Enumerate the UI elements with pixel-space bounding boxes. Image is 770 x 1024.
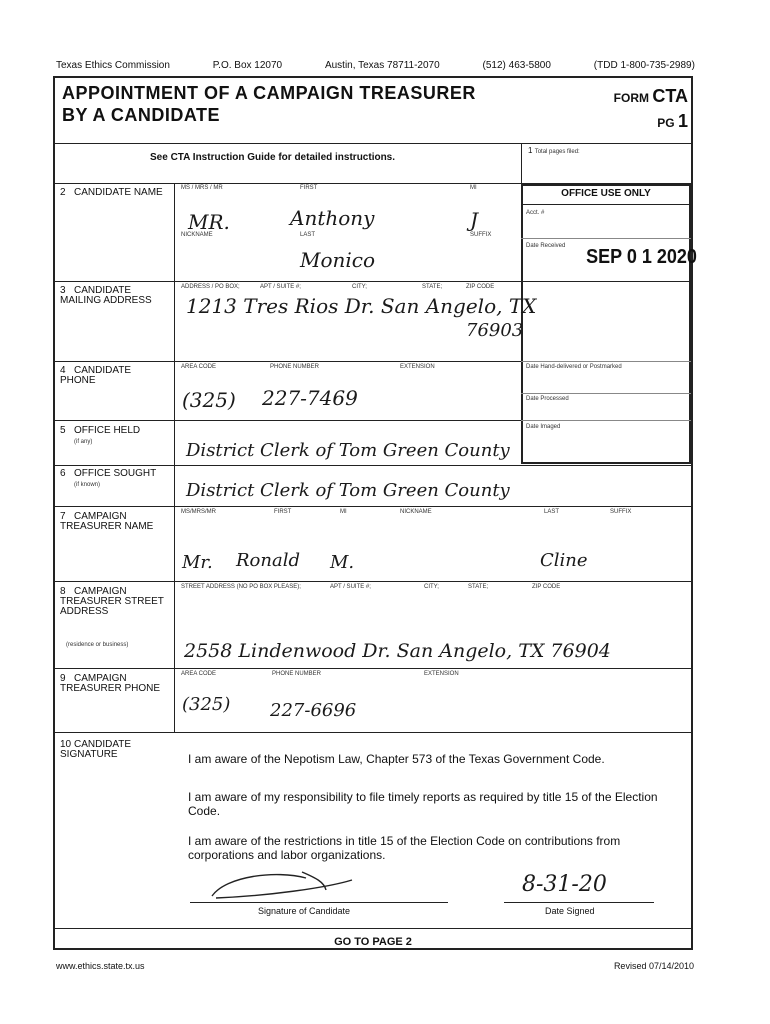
office-held-value: District Clerk of Tom Green County [186, 440, 510, 461]
treasurer-phone-number: 227-6696 [270, 700, 357, 721]
form-code [614, 86, 688, 132]
agency-name: Texas Ethics Commission [56, 60, 170, 71]
last-header: LAST [544, 509, 560, 515]
instructions-text: See CTA Instruction Guide for detailed instructions. [150, 152, 396, 163]
treasurer-mi: M. [330, 552, 355, 573]
section-treasurer-address-label [60, 587, 165, 617]
declaration-contributions: I am aware of the restrictions in title 15 of the Election Code on contributions from corporations and labor organizations. [188, 834, 621, 862]
address-header: STREET ADDRESS (NO PO BOX PLEASE); [181, 584, 301, 590]
nickname-header: NICKNAME [181, 232, 213, 238]
section-treasurer-phone-label [60, 674, 165, 694]
po-box: P.O. Box 12070 [212, 60, 283, 71]
office-sought-value: District Clerk of Tom Green County [186, 480, 510, 501]
acct-label: Acct. # [526, 210, 545, 216]
area-code-header: AREA CODE [181, 364, 217, 370]
go-to-page-2: GO TO PAGE 2 [334, 936, 412, 948]
form-title-line1: APPOINTMENT OF A CAMPAIGN TREASURER [62, 83, 476, 103]
section-candidate-name-label [60, 188, 165, 198]
section-number: 10 [60, 739, 72, 750]
extension-header: EXTENSION [424, 671, 459, 677]
phone-header: PHONE NUMBER [270, 364, 320, 370]
section-sublabel: (residence or business) [66, 642, 129, 648]
suffix-header: SUFFIX [610, 509, 632, 515]
apt-header: APT / SUITE #; [260, 284, 301, 290]
signature-label: Signature of Candidate [258, 906, 351, 916]
section-label: CANDIDATE PHONE [60, 365, 132, 386]
zip-header: ZIP CODE [466, 284, 495, 290]
suffix-header: SUFFIX [470, 232, 492, 238]
office-use-title: OFFICE USE ONLY [521, 184, 691, 205]
total-pages [528, 146, 580, 155]
section-label: CANDIDATE NAME [74, 187, 163, 198]
candidate-first-name: Anthony [290, 206, 375, 230]
section-candidate-phone-label [60, 366, 165, 386]
section-sublabel: (if any) [74, 439, 93, 445]
section-sublabel: (if known) [74, 482, 101, 488]
form-title [62, 82, 476, 126]
city-header: CITY; [424, 584, 439, 590]
page-label: PG [657, 116, 675, 130]
treasurer-first-name: Ronald [236, 550, 300, 571]
received-date-stamp: SEP 0 1 2020 [586, 246, 697, 268]
date-signed-value: 8-31-20 [522, 872, 607, 897]
candidate-phone-number: 227-7469 [262, 386, 358, 410]
section-label: CANDIDATE MAILING ADDRESS [60, 285, 152, 306]
apt-header: APT / SUITE #; [330, 584, 371, 590]
first-header: FIRST [274, 509, 292, 515]
total-pages-label: Total pages filed: [534, 149, 580, 155]
section-candidate-signature-label [60, 740, 165, 760]
treasurer-address: 2558 Lindenwood Dr. San Angelo, TX 76904 [184, 640, 611, 662]
candidate-prefix: MR. [188, 210, 230, 234]
treasurer-last-name: Cline [540, 550, 588, 571]
agency-phone: (512) 463-5800 [482, 60, 551, 71]
date-signed-label: Date Signed [545, 906, 595, 916]
treasurer-area-code: (325) [182, 694, 231, 715]
section-number: 4 [60, 365, 66, 376]
footer-url: www.ethics.state.tx.us [56, 961, 145, 971]
state-header: STATE; [422, 284, 443, 290]
page-number: 1 [677, 111, 688, 131]
form-title-line2: BY A CANDIDATE [62, 105, 221, 125]
mi-header: MI [340, 509, 347, 515]
treasurer-prefix: Mr. [182, 552, 213, 573]
section-number: 2 [60, 187, 66, 198]
section-number: 5 [60, 425, 66, 436]
section-label: CAMPAIGN TREASURER PHONE [60, 673, 161, 694]
section-number: 7 [60, 511, 66, 522]
section-label: OFFICE HELD [74, 425, 141, 436]
agency-tdd: (TDD 1-800-735-2989) [593, 60, 695, 71]
zip-header: ZIP CODE [532, 584, 561, 590]
candidate-last-name: Monico [300, 248, 376, 272]
nickname-header: NICKNAME [400, 509, 432, 515]
form-code-value: CTA [652, 86, 688, 106]
first-header: FIRST [300, 185, 318, 191]
agency-city: Austin, Texas 78711-2070 [324, 60, 440, 71]
prefix-header: MS/MRS/MR [181, 509, 216, 515]
candidate-area-code: (325) [182, 388, 236, 412]
mi-header: MI [470, 185, 477, 191]
candidate-address: 1213 Tres Rios Dr. San Angelo, TX [186, 294, 537, 318]
candidate-mi: J [470, 208, 479, 232]
section-office-sought-label [60, 469, 165, 490]
section-number: 8 [60, 586, 66, 597]
section-treasurer-name-label [60, 512, 165, 532]
phone-header: PHONE NUMBER [272, 671, 322, 677]
declaration-nepotism: I am aware of the Nepotism Law, Chapter 573 of the Texas Government Code. [188, 752, 605, 766]
prefix-header: MS / MRS / MR [181, 185, 223, 191]
section-number: 9 [60, 673, 66, 684]
footer-revised: Revised 07/14/2010 [613, 961, 694, 971]
hand-delivered-label: Date Hand-delivered or Postmarked [526, 364, 622, 370]
header-line [56, 60, 695, 71]
declaration-reporting: I am aware of my responsibility to file timely reports as required by title 15 of the Election Code. [188, 790, 658, 818]
form-label: FORM [613, 91, 649, 105]
section-label: CAMPAIGN TREASURER STREET ADDRESS [60, 586, 164, 617]
date-received-label: Date Received [526, 243, 566, 249]
section-label: CAMPAIGN TREASURER NAME [60, 511, 154, 532]
office-use-box [521, 184, 691, 464]
section-number: 6 [60, 468, 66, 479]
candidate-zip: 76903 [466, 320, 524, 341]
section-label: OFFICE SOUGHT [74, 468, 157, 479]
city-header: CITY; [352, 284, 367, 290]
area-code-header: AREA CODE [181, 671, 217, 677]
total-pages-count: 1 [528, 146, 533, 155]
section-office-held-label [60, 426, 165, 447]
section-number: 3 [60, 285, 66, 296]
state-header: STATE; [468, 584, 489, 590]
date-processed-label: Date Processed [526, 396, 569, 402]
extension-header: EXTENSION [400, 364, 435, 370]
last-header: LAST [300, 232, 316, 238]
date-imaged-label: Date Imaged [526, 424, 561, 430]
section-mailing-address-label [60, 286, 165, 306]
address-header: ADDRESS / PO BOX; [181, 284, 240, 290]
section-label: CANDIDATE SIGNATURE [60, 739, 132, 760]
